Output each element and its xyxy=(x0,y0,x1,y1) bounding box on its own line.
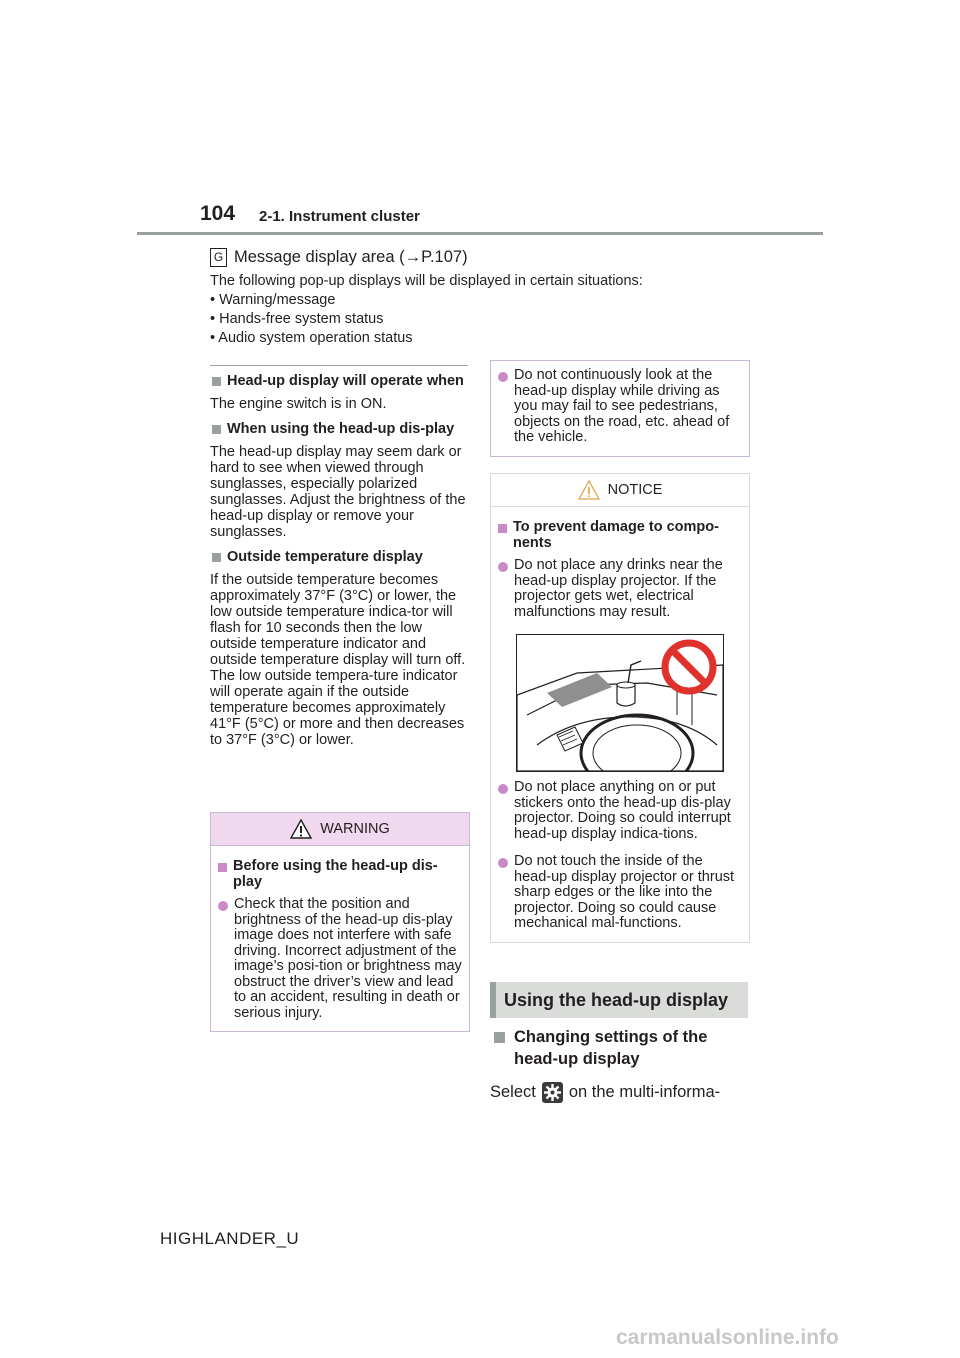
changing-settings-heading: Changing settings of the head-up display xyxy=(494,1026,748,1070)
intro-text: The following pop-up displays will be displayed in certain situations: xyxy=(210,273,643,289)
square-bullet-icon xyxy=(218,863,227,872)
square-bullet-icon xyxy=(212,553,221,562)
square-bullet-icon xyxy=(498,524,507,533)
notice-body xyxy=(491,507,749,942)
notice-header xyxy=(491,474,749,507)
page-reference-link[interactable]: P.107) xyxy=(421,248,468,266)
projector-illustration xyxy=(516,634,724,772)
subheading: Head-up display will operate when xyxy=(210,373,468,389)
footer-model-code: HIGHLANDER_U xyxy=(160,1229,300,1248)
page-number: 104 xyxy=(200,202,236,225)
round-bullet-icon xyxy=(498,372,508,382)
dashboard-drink-illustration xyxy=(517,635,723,771)
warning-body xyxy=(211,846,469,1031)
round-bullet-icon xyxy=(218,901,228,911)
section-title: 2-1. Instrument cluster xyxy=(259,208,420,225)
square-bullet-icon xyxy=(494,1032,505,1043)
square-bullet-icon xyxy=(212,377,221,386)
round-bullet-icon xyxy=(498,562,508,572)
notice-box xyxy=(490,473,750,943)
square-bullet-icon xyxy=(212,425,221,434)
paragraph: If the outside temperature becomes approximately 37°F (3°C) or lower, the low outside temperature indica-tor will flash for 10 seconds then the low outside temperature indicator and outside temperature display will turn off. The low outside tempera-ture indicator will operate again if the outside temperature becomes approximately 41°F (5°C) or more and then decreases to 37°F (3°C) or lower. xyxy=(210,572,466,748)
notice-title: NOTICE xyxy=(607,482,663,498)
section-banner: Using the head-up display xyxy=(490,982,748,1018)
item-marker: G xyxy=(210,248,227,267)
subheading: When using the head-up dis-play xyxy=(210,421,468,437)
round-bullet-icon xyxy=(498,858,508,868)
intro-block xyxy=(210,272,770,348)
warning-bullet: Do not continuously look at the head-up display while driving as you may fail to see pedestrians, objects on the road, etc. ahead of the vehicle. xyxy=(497,368,743,446)
select-instruction: Select on the multi-informa- xyxy=(490,1083,721,1101)
notice-triangle-icon xyxy=(578,480,600,500)
notice-bullet: Do not place anything on or put stickers onto the head-up dis-play projector. Doing so could interrupt head-up display indica-tions. xyxy=(497,780,743,842)
notice-bullet: Do not touch the inside of the head-up display projector or thrust sharp edges or the like into the projector. Doing so could cause mechanical mal-functions. xyxy=(497,854,743,932)
round-bullet-icon xyxy=(498,784,508,794)
warning-header xyxy=(211,813,469,846)
warning-continuation-box xyxy=(490,360,750,457)
notice-bullet: Do not place any drinks near the head-up display projector. If the projector gets wet, electrical malfunctions may result. xyxy=(497,558,743,620)
notice-subheading: To prevent damage to compo-nents xyxy=(497,520,743,551)
warning-bullet: Check that the position and brightness of the head-up dis-play image does not interfere with safe driving. Incorrect adjustment of the image’s posi-tion or brightness may obstruct the driver’s view and lead to an accident, resulting in death or serious injury. xyxy=(217,897,463,1021)
column-rule xyxy=(210,365,468,366)
warning-subheading: Before using the head-up dis-play xyxy=(217,859,463,890)
paragraph: The head-up display may seem dark or hard to see when viewed through sunglasses, especially polarized sunglasses. Adjust the brightness of the head-up display or remove your sunglasses. xyxy=(210,444,466,540)
header-rule xyxy=(137,232,823,235)
message-display-area-item xyxy=(210,248,468,267)
paragraph: The engine switch is in ON. xyxy=(210,396,387,412)
subheading: Outside temperature display xyxy=(210,549,468,565)
intro-bullet: • Warning/message xyxy=(210,292,336,308)
intro-bullet: • Audio system operation status xyxy=(210,330,413,346)
intro-bullet: • Hands-free system status xyxy=(210,311,384,327)
left-column xyxy=(210,365,468,757)
prohibition-icon xyxy=(665,643,713,691)
gear-icon xyxy=(542,1082,563,1103)
item-text: Message display area ( xyxy=(234,248,405,266)
arrow-icon: → xyxy=(404,248,422,266)
watermark: carmanualsonline.info xyxy=(616,1326,839,1349)
warning-box xyxy=(210,812,470,1032)
warning-triangle-icon xyxy=(290,819,312,839)
warning-title: WARNING xyxy=(320,821,390,837)
warning-continuation-body xyxy=(491,368,749,456)
